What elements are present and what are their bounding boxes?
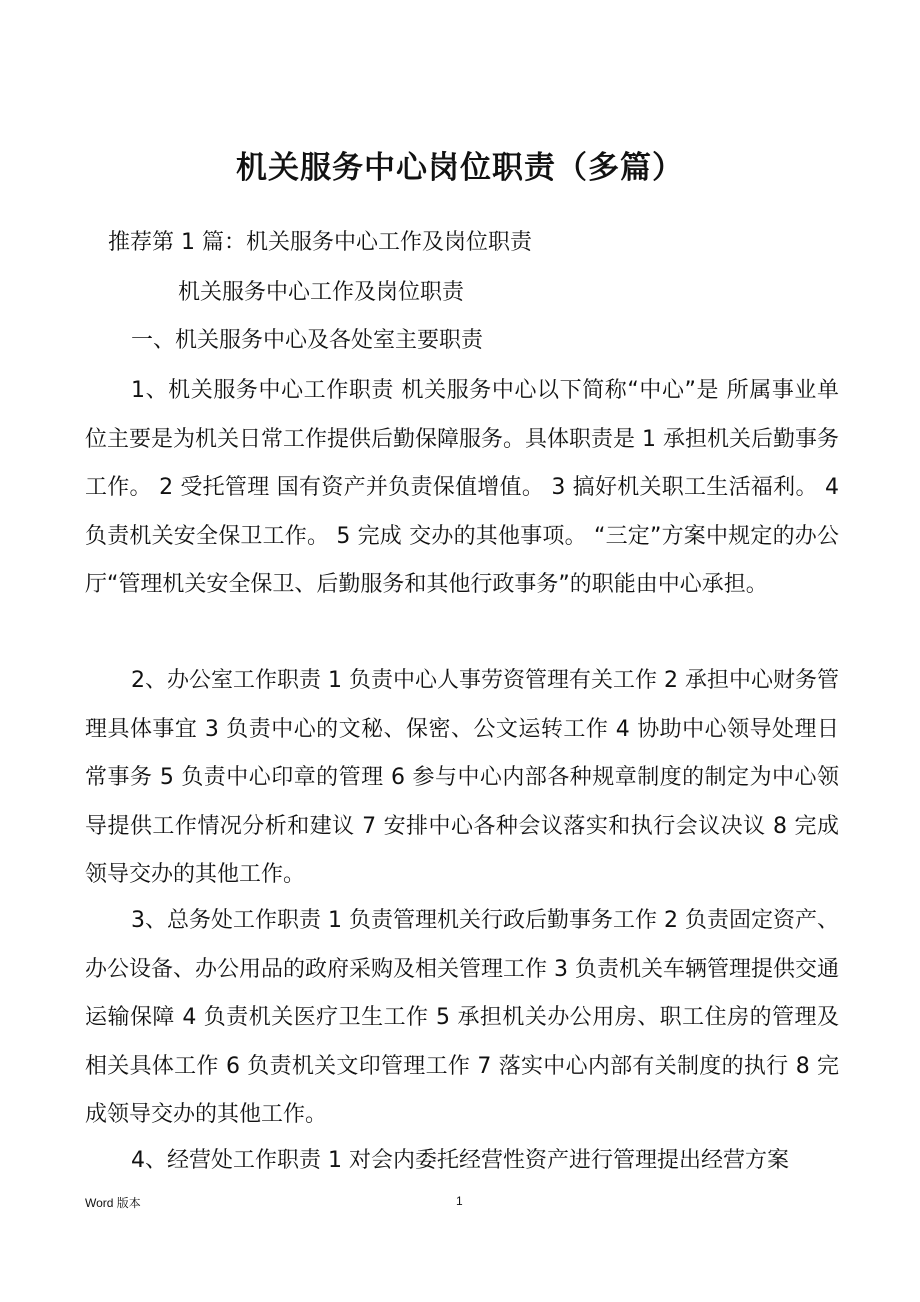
paragraph-1: 1、机关服务中心工作职责 机关服务中心以下简称“中心”是 所属事业单位主要是为机关日常工作提供后勤保障服务。具体职责是 1 承担机关后勤事务工作。 2 受托管理 国有资产并负责保值增值。 3 搞好机关职工生活福利。 4 负责机关安全保卫工作。 5 完成 交办的其他事项。 “三定”方案中规定的办公厅“管理机关安全保卫、后勤服务和其他行政事务”的职能由中心承担。 — [85, 378, 839, 597]
paragraph-2: 2、办公室工作职责 1 负责中心人事劳资管理有关工作 2 承担中心财务管理具体事宜 3 负责中心的文秘、保密、公文运转工作 4 协助中心领导处理日常事务 5 负责中心印章的管理 6 参与中心内部各种规章制度的制定为中心领导提供工作情况分析和建议 7 安排中心各种会议落实和执行会议决议 8 完成领导交办的其他工作。 — [85, 668, 839, 887]
article-title: 机关服务中心工作及岗位职责 — [178, 280, 465, 305]
recommend-heading: 推荐第 1 篇：机关服务中心工作及岗位职责 — [108, 230, 532, 255]
footer-label: Word 版本 — [85, 1196, 141, 1210]
section-heading: 一、机关服务中心及各处室主要职责 — [131, 328, 484, 353]
paragraph-3: 3、总务处工作职责 1 负责管理机关行政后勤事务工作 2 负责固定资产、办公设备、办公用品的政府采购及相关管理工作 3 负责机关车辆管理提供交通运输保障 4 负责机关医疗卫生工作 5 承担机关办公用房、职工住房的管理及相关具体工作 6 负责机关文印管理工作 7 落实中心内部有关制度的执行 8 完成领导交办的其他工作。 — [85, 908, 839, 1127]
document-title: 机关服务中心岗位职责（多篇） — [236, 150, 684, 186]
page-number: 1 — [456, 1194, 463, 1208]
paragraph-4: 4、经营处工作职责 1 对会内委托经营性资产进行管理提出经营方案 — [131, 1148, 789, 1173]
